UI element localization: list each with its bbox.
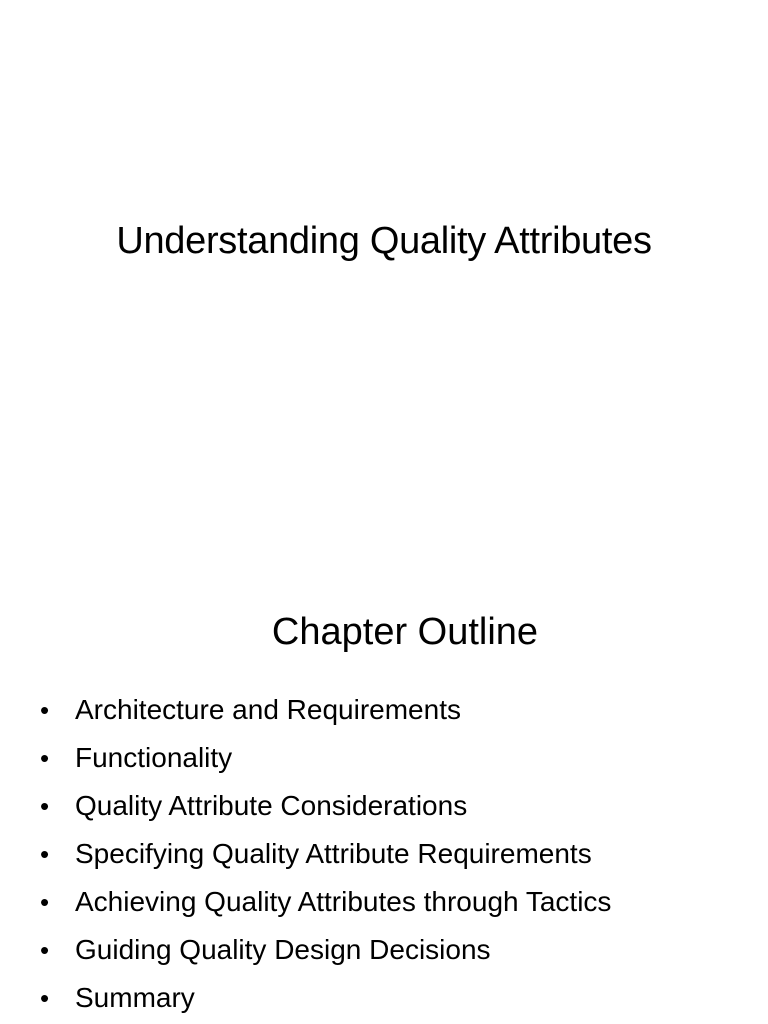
outline-slide bbox=[0, 576, 768, 1024]
bullet-icon: • bbox=[40, 887, 50, 917]
list-item-text: Guiding Quality Design Decisions bbox=[75, 934, 491, 965]
bullet-icon: • bbox=[40, 743, 50, 773]
list-item-text: Achieving Quality Attributes through Tactics bbox=[75, 886, 612, 917]
list-item-text: Specifying Quality Attribute Requirements bbox=[75, 838, 592, 869]
list-item-text: Architecture and Requirements bbox=[75, 694, 461, 725]
bullet-icon: • bbox=[40, 695, 50, 725]
bullet-icon: • bbox=[40, 839, 50, 869]
bullet-icon: • bbox=[40, 791, 50, 821]
outline-title: Chapter Outline bbox=[271, 611, 539, 653]
slide-title: Understanding Quality Attributes bbox=[116, 220, 652, 262]
list-item-text: Functionality bbox=[75, 742, 233, 773]
list-item-text: Summary bbox=[75, 982, 195, 1013]
bullet-icon: • bbox=[40, 935, 50, 965]
list-item-text: Quality Attribute Considerations bbox=[75, 790, 468, 821]
bullet-icon: • bbox=[40, 983, 50, 1013]
